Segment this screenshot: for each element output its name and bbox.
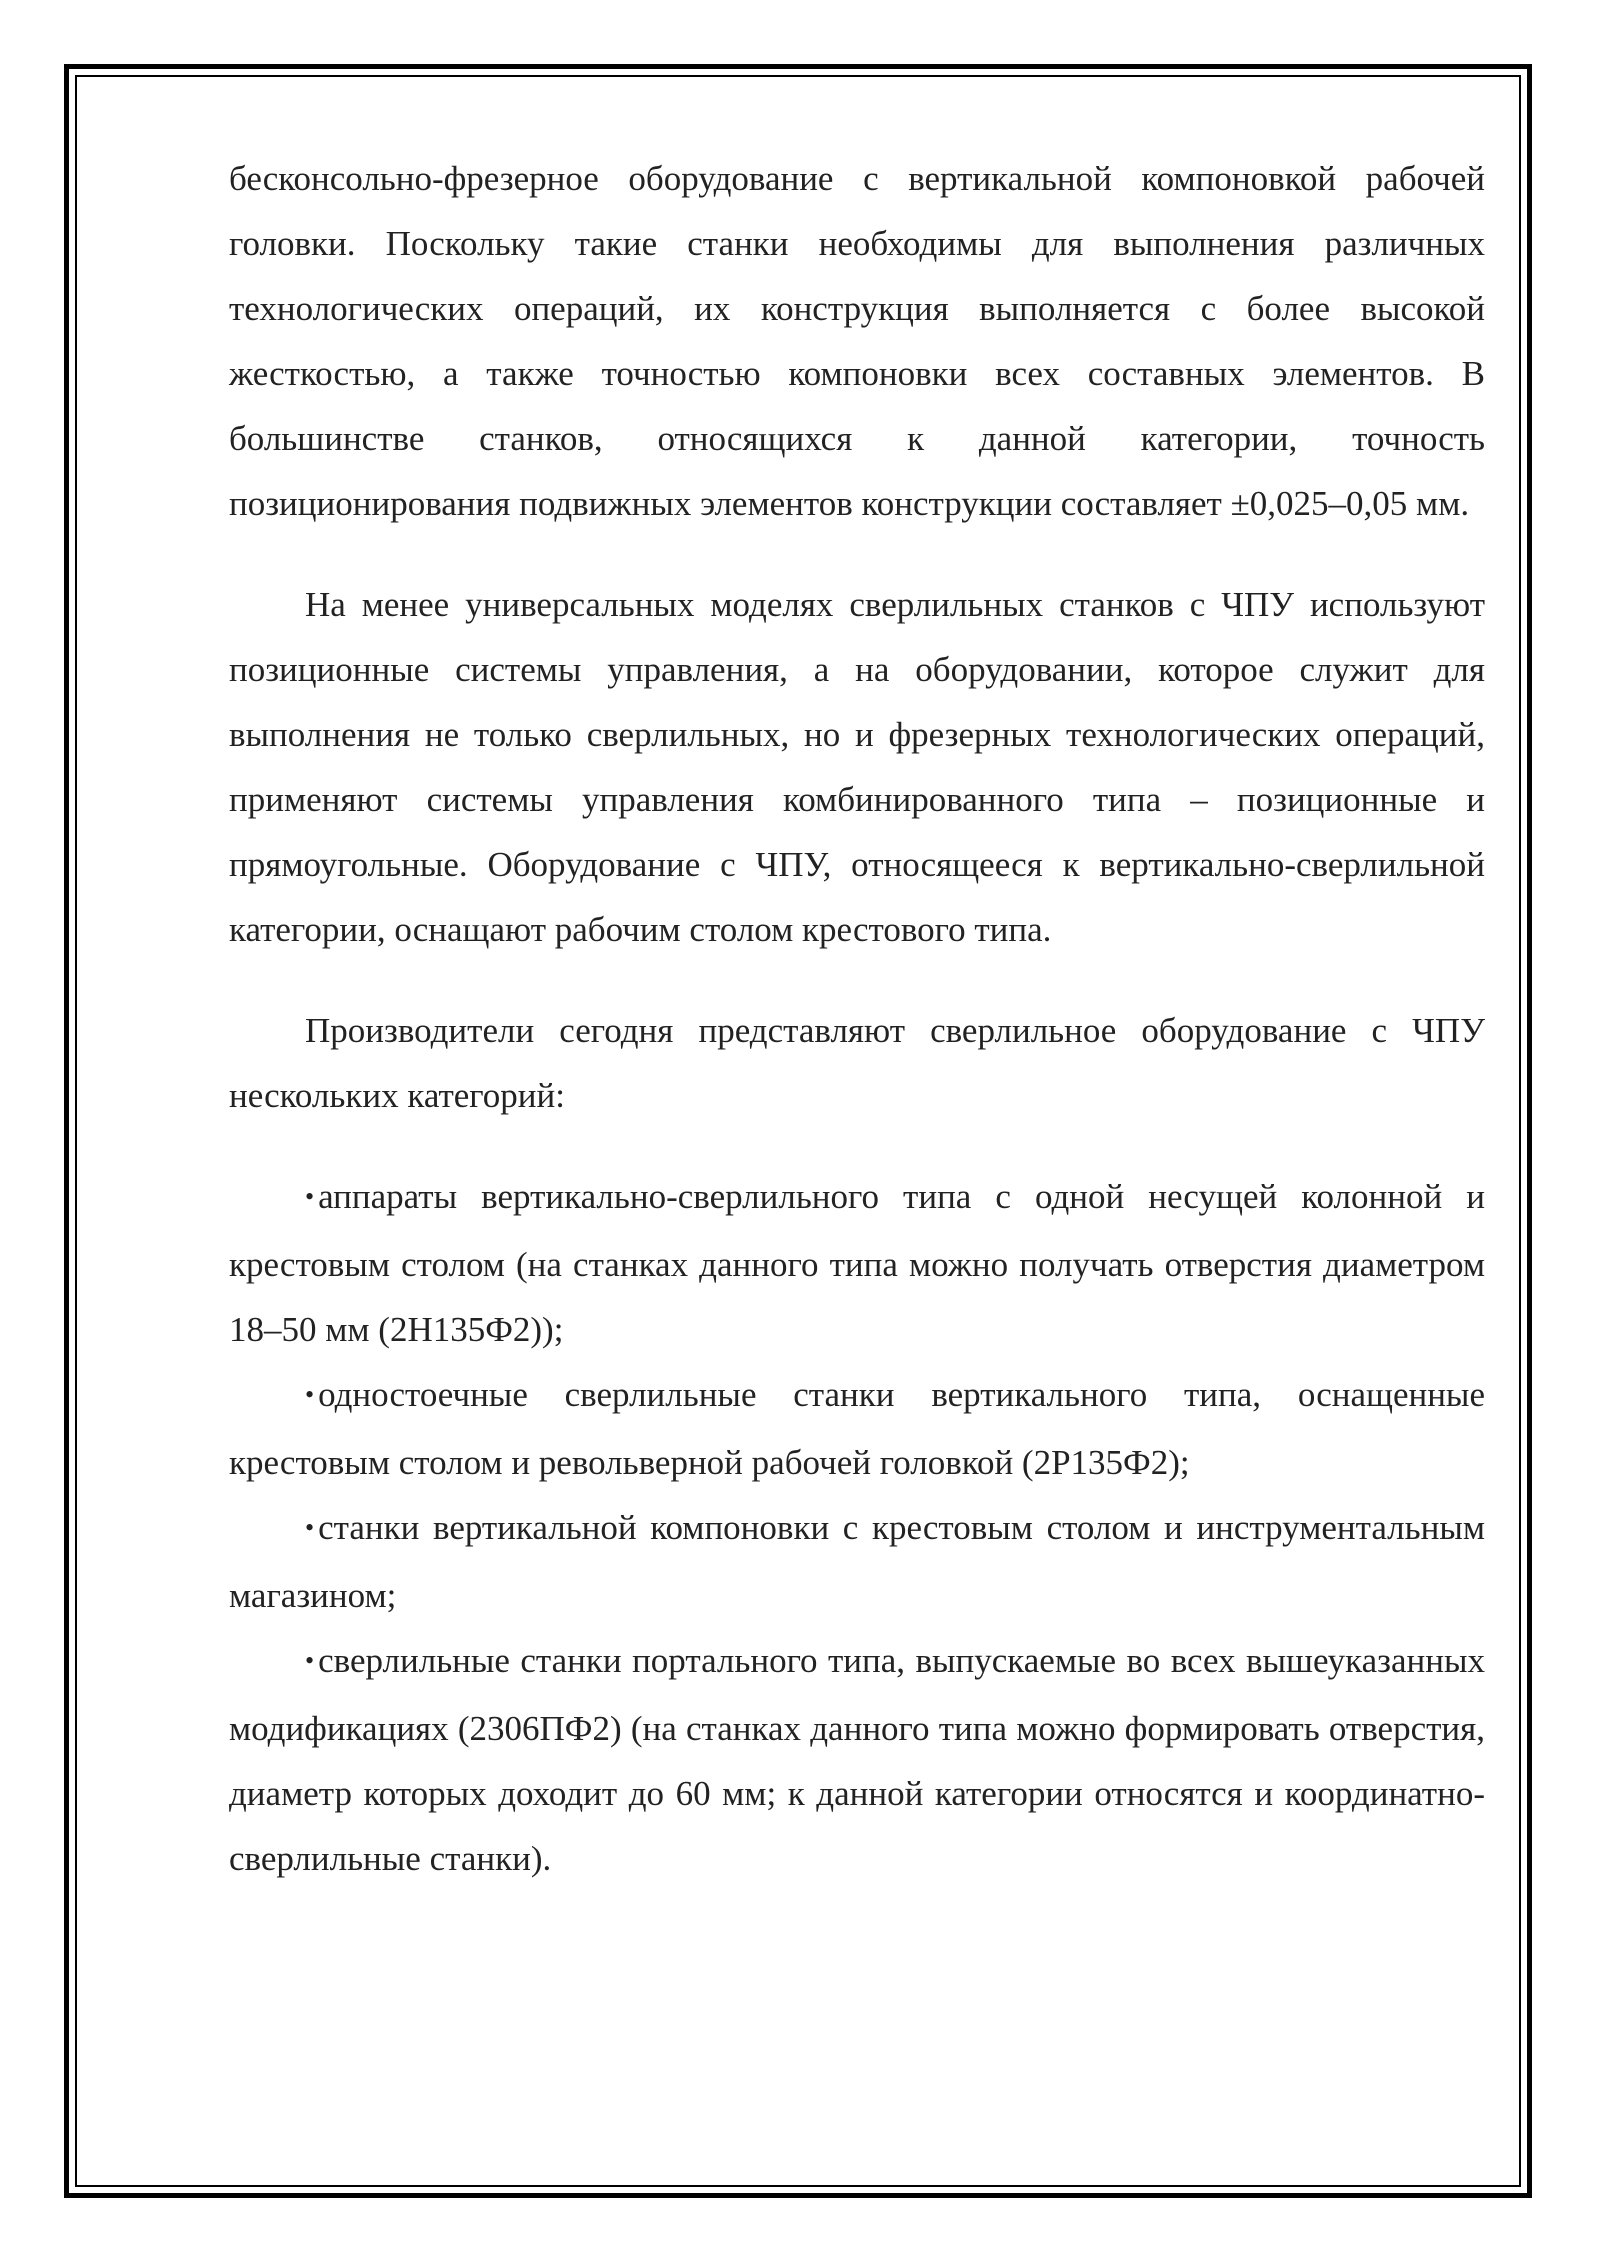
list-item <box>229 1164 1485 1362</box>
bullet-icon: • <box>305 1380 315 1409</box>
paragraph-2: На менее универсальных моделях сверлильных станков с ЧПУ используют позиционные системы управления, а на оборудовании, которое служит для выполнения не только сверлильных, но и фрезерных технологических операций, применяют системы управления комбинированного типа – позиционные и прямоугольные. Оборудование с ЧПУ, относящееся к вертикально-сверлильной категории, оснащают рабочим столом крестового типа. <box>229 585 1485 949</box>
bullet-icon: • <box>305 1182 315 1211</box>
list-item-text: сверлильные станки портального типа, выпускаемые во всех вышеуказанных модификациях (2306ПФ2) (на станках данного типа можно формировать отверстия, диаметр которых доходит до 60 мм; к данной категории относятся и координатно-сверлильные станки). <box>229 1641 1485 1878</box>
bullet-icon: • <box>305 1646 315 1675</box>
list-item <box>229 1628 1485 1891</box>
paragraph-1: бесконсольно-фрезерное оборудование с вертикальной компоновкой рабочей головки. Поскольку такие станки необходимы для выполнения различных технологических операций, их конструкция выполняется с более высокой жесткостью, а также точностью компоновки всех составных элементов. В большинстве станков, относящихся к данной категории, точность позиционирования подвижных элементов конструкции составляет ±0,025–0,05 мм. <box>229 159 1485 523</box>
list-item-text: одностоечные сверлильные станки вертикального типа, оснащенные крестовым столом и револьверной рабочей головкой (2Р135Ф2); <box>229 1375 1485 1482</box>
list-item-text: станки вертикальной компоновки с крестовым столом и инструментальным магазином; <box>229 1508 1485 1615</box>
paragraph-3-list-intro: Производители сегодня представляют сверлильное оборудование с ЧПУ нескольких категорий: <box>229 1011 1485 1115</box>
list-item <box>229 1495 1485 1628</box>
list-item <box>229 1362 1485 1495</box>
list-item-text: аппараты вертикально-сверлильного типа с одной несущей колонной и крестовым столом (на станках данного типа можно получать отверстия диаметром 18–50 мм (2Н135Ф2)); <box>229 1177 1485 1349</box>
bullet-icon: • <box>305 1513 315 1542</box>
document-body <box>229 146 1485 1891</box>
